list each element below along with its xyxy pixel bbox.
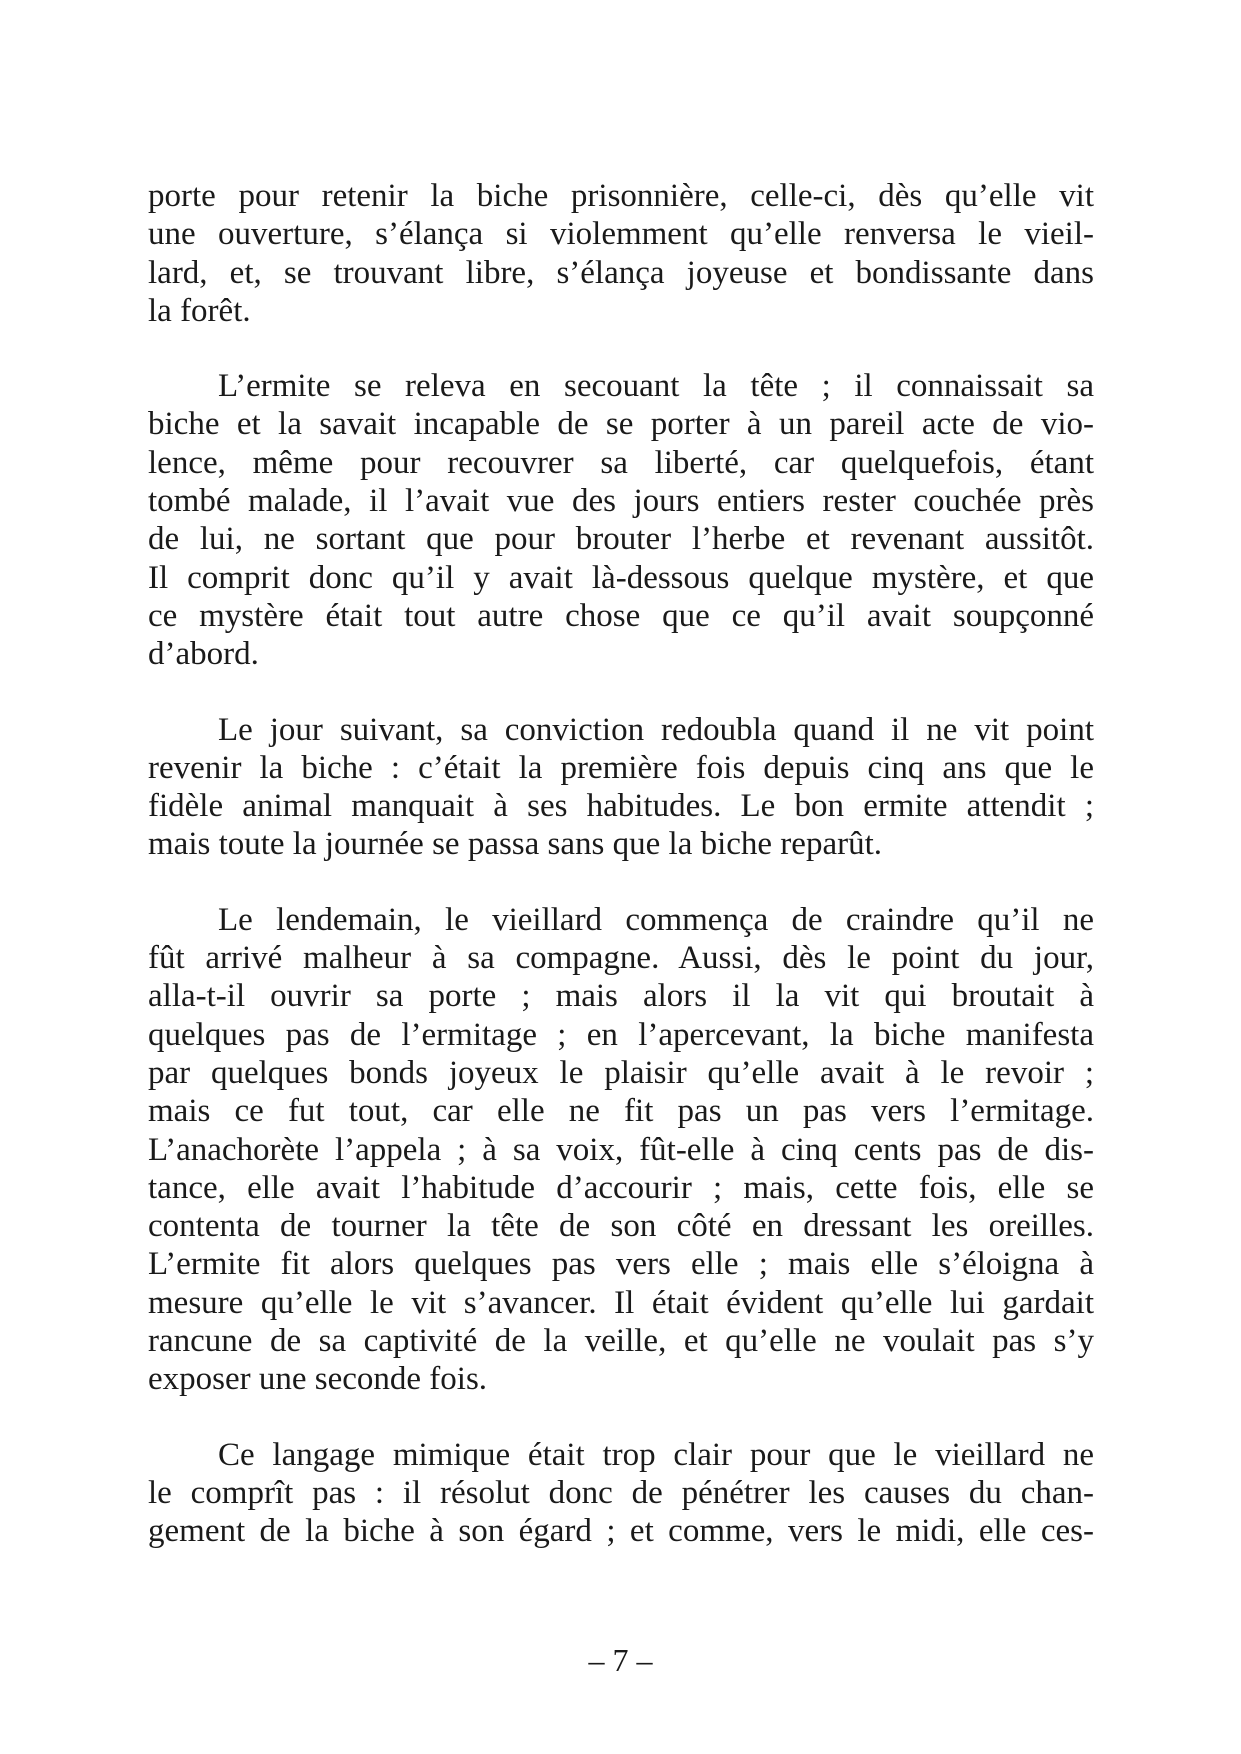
text-line: revenir la biche : c’était la première fois depuis cinq ans que le [148, 749, 1094, 786]
text-line: fidèle animal manquait à ses habitudes. Le bon ermite attendit ; [148, 788, 1094, 825]
text-line: Ce langage mimique était trop clair pour que le vieillard ne [218, 1436, 1094, 1473]
text-line: la forêt. [148, 292, 251, 329]
text-line: biche et la savait incapable de se porter à un pareil acte de vio- [148, 406, 1094, 443]
paragraph [148, 711, 1094, 864]
text-line: quelques pas de l’ermitage ; en l’apercevant, la biche manifesta [148, 1016, 1094, 1053]
text-line: tance, elle avait l’habitude d’accourir ; mais, cette fois, elle se [148, 1169, 1094, 1206]
text-line: par quelques bonds joyeux le plaisir qu’elle avait à le revoir ; [148, 1054, 1094, 1091]
text-line: de lui, ne sortant que pour brouter l’herbe et revenant aussitôt. [148, 521, 1094, 558]
text-line: L’ermite fit alors quelques pas vers elle ; mais elle s’éloigna à [148, 1246, 1094, 1283]
text-line: alla-t-il ouvrir sa porte ; mais alors il la vit qui broutait à [148, 978, 1094, 1015]
text-line: une ouverture, s’élança si violemment qu’elle renversa le vieil- [148, 216, 1094, 253]
text-line: le comprît pas : il résolut donc de pénétrer les causes du chan- [148, 1474, 1094, 1511]
text-line: lence, même pour recouvrer sa liberté, car quelquefois, étant [148, 444, 1094, 481]
text-line: lard, et, se trouvant libre, s’élança joyeuse et bondissante dans [148, 254, 1094, 291]
paragraph [148, 177, 1094, 330]
text-line: rancune de sa captivité de la veille, et qu’elle ne voulait pas s’y [148, 1323, 1094, 1360]
text-line: Il comprit donc qu’il y avait là-dessous quelque mystère, et que [148, 559, 1094, 596]
text-line: tombé malade, il l’avait vue des jours entiers rester couchée près [148, 483, 1094, 520]
text-line: d’abord. [148, 636, 259, 673]
text-line: gement de la biche à son égard ; et comme, vers le midi, elle ces- [148, 1513, 1094, 1550]
text-line: fût arrivé malheur à sa compagne. Aussi, dès le point du jour, [148, 940, 1094, 977]
text-line: porte pour retenir la biche prisonnière, celle-ci, dès qu’elle vit [148, 178, 1094, 214]
paragraph [148, 367, 1094, 673]
text-line: ce mystère était tout autre chose que ce qu’il avait soupçonné [148, 597, 1094, 634]
page-number: – 7 – [588, 1642, 653, 1678]
body-text [148, 177, 1094, 1588]
paragraph [148, 1436, 1094, 1551]
text-line: mais toute la journée se passa sans que la biche reparût. [148, 826, 882, 863]
text-line: mesure qu’elle le vit s’avancer. Il était évident qu’elle lui gardait [148, 1284, 1094, 1321]
text-line: contenta de tourner la tête de son côté en dressant les oreilles. [148, 1208, 1094, 1245]
text-line: L’anachorète l’appela ; à sa voix, fût-elle à cinq cents pas de dis- [148, 1131, 1094, 1168]
text-line: L’ermite se releva en secouant la tête ; il connaissait sa [218, 368, 1094, 405]
text-line: exposer une seconde fois. [148, 1361, 488, 1398]
text-line: Le jour suivant, sa conviction redoubla quand il ne vit point [218, 711, 1094, 748]
paragraph [148, 901, 1094, 1399]
text-line: mais ce fut tout, car elle ne fit pas un pas vers l’ermitage. [148, 1093, 1094, 1130]
text-line: Le lendemain, le vieillard commença de craindre qu’il ne [218, 901, 1094, 938]
